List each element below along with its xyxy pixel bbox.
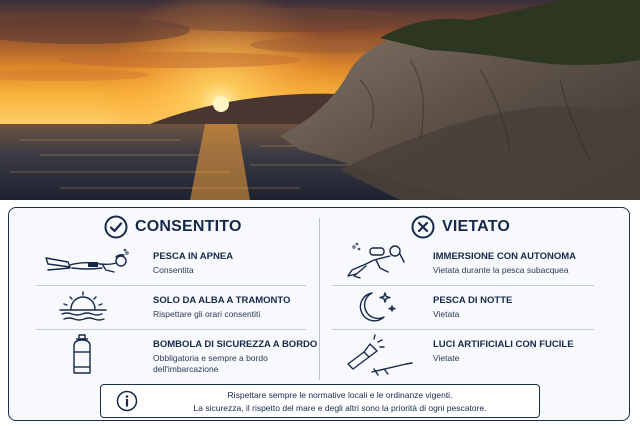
allowed-item-desc-3: Obbligatoria e sempre a bordo — [153, 353, 268, 363]
forbidden-title: VIETATO — [442, 218, 511, 235]
torch-speargun-icon — [344, 334, 414, 376]
row-separator — [332, 329, 594, 330]
forbidden-item-title-1: IMMERSIONE CON AUTONOMA — [433, 251, 577, 262]
forbidden-item-title-3: LUCI ARTIFICIALI CON FUCILE — [433, 339, 574, 350]
allowed-item-title-3: BOMBOLA DI SICUREZZA A BORDO — [153, 339, 318, 350]
forbidden-item-desc-3: Vietate — [433, 353, 460, 363]
freediver-icon — [44, 248, 130, 276]
allowed-item-title-1: PESCA IN APNEA — [153, 251, 234, 262]
row-separator — [36, 329, 306, 330]
allowed-item-title-2: SOLO DA ALBA A TRAMONTO — [153, 295, 291, 306]
forbidden-item-title-2: PESCA DI NOTTE — [433, 295, 513, 306]
column-divider — [319, 218, 320, 380]
check-circle-icon — [104, 215, 128, 239]
sunrise-icon — [56, 291, 110, 323]
allowed-item-desc-1: Consentita — [153, 265, 194, 275]
forbidden-item-desc-2: Vietata — [433, 309, 460, 319]
allowed-item-desc-3b: dell'imbarcazione — [153, 364, 219, 374]
allowed-item-desc-2: Rispettare gli orari consentiti — [153, 309, 261, 319]
moon-stars-icon — [354, 290, 396, 324]
cross-circle-icon — [411, 215, 435, 239]
forbidden-item-desc-1: Vietata durante la pesca subacquea — [433, 265, 569, 275]
hero-photo — [0, 0, 640, 200]
info-icon — [116, 390, 138, 412]
row-separator — [36, 285, 306, 286]
allowed-title: CONSENTITO — [135, 218, 242, 235]
notice-text — [150, 389, 530, 414]
notice-line-1: Rispettare sempre le normative locali e le ordinanze vigenti. — [227, 390, 453, 400]
scuba-tank-icon — [71, 334, 93, 376]
notice-line-2: La sicurezza, il rispetto del mare e degli altri sono la priorità di ogni pescatore. — [193, 402, 487, 413]
scuba-diver-icon — [346, 242, 408, 280]
row-separator — [332, 285, 594, 286]
